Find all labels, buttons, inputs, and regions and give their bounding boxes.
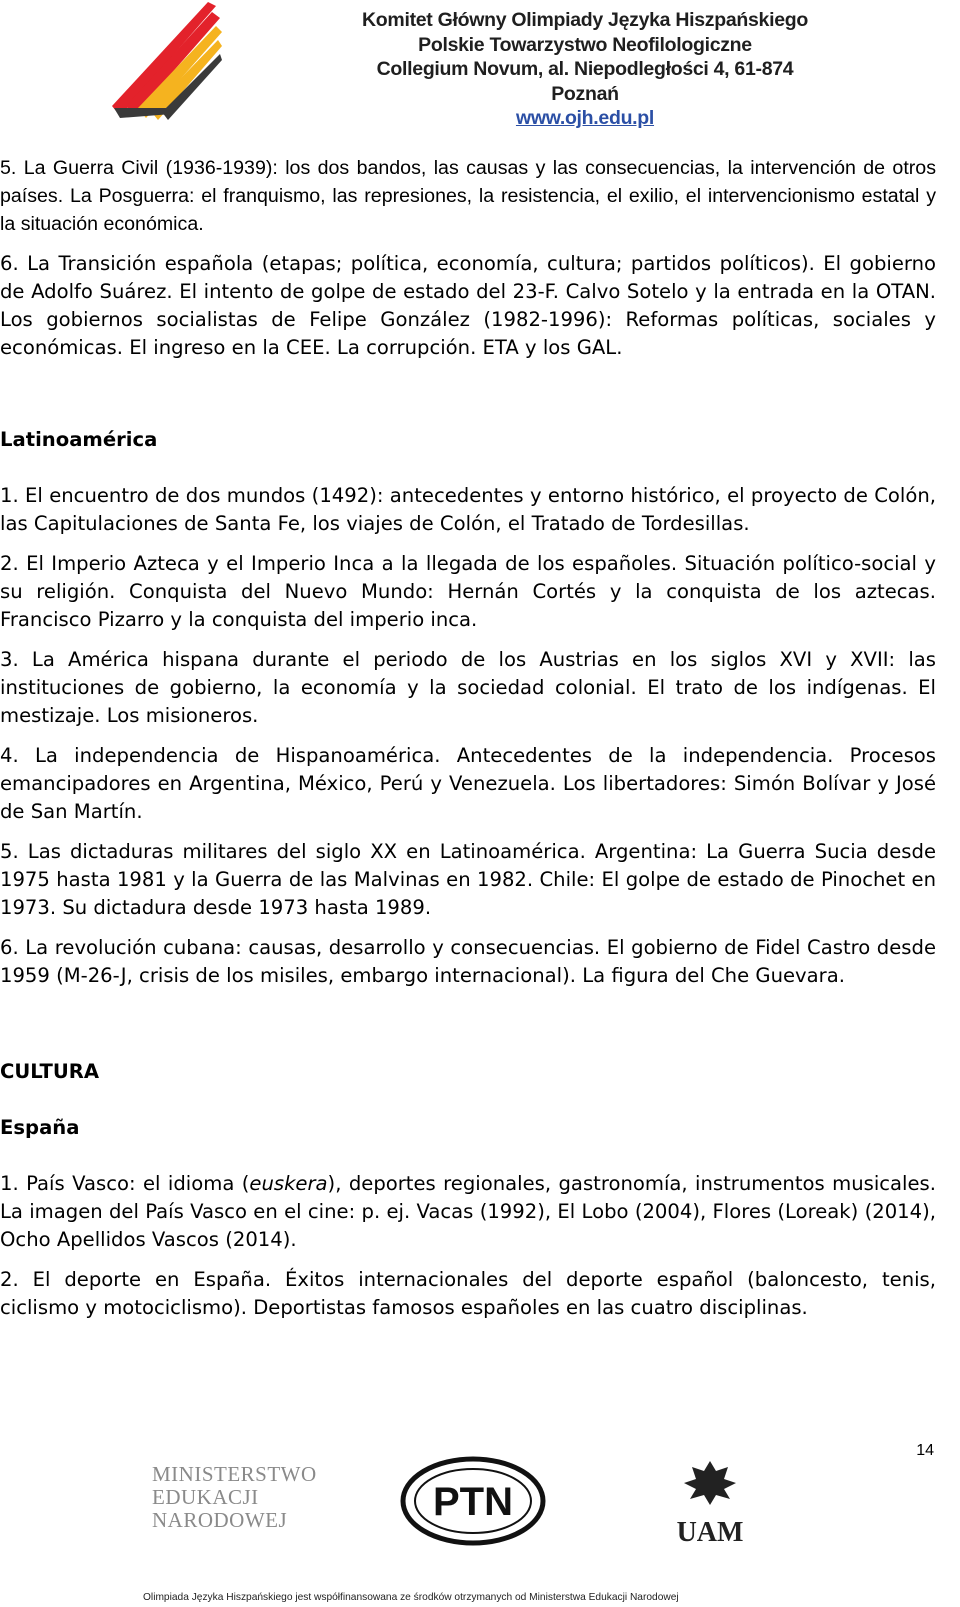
uam-logo-icon [672, 1457, 748, 1547]
ministry-line: MINISTERSTWO [152, 1462, 317, 1486]
list-item: 2. El deporte en España. Éxitos internacionales del deporte español (baloncesto, tenis, ciclismo y motociclismo). Deportistas famosos españoles en las cuatro disciplinas. [0, 1268, 936, 1319]
uam-logo-text: UAM [676, 1517, 744, 1547]
list-item: 5. Las dictaduras militares del siglo XX en Latinoamérica. Argentina: La Guerra Sucia desde 1975 hasta 1981 y la Guerra de las Malvinas en 1982. Chile: El golpe de estado de Pinochet en 1973. Su dictadura desde 1973 hasta 1989. [0, 840, 936, 919]
org-name: Komitet Główny Olimpiady Języka Hiszpańskiego [362, 9, 808, 31]
ptn-logo-text: PTN [433, 1480, 513, 1524]
list-item [0, 1170, 936, 1254]
item-text: 1. País Vasco: el idioma ( [0, 1172, 250, 1195]
org-society: Polskie Towarzystwo Neofilologiczne [418, 33, 752, 56]
section-heading-espana: España [0, 1116, 80, 1139]
website-link[interactable]: www.ojh.edu.pl [515, 107, 655, 129]
funding-note: Olimpiada Języka Hiszpańskiego jest współfinansowana ze środków otrzymanych od Ministerstwa Edukacji Narodowej [143, 1592, 679, 1603]
list-item: 5. La Guerra Civil (1936-1939): los dos bandos, las causas y las consecuencias, la intervención de otros países. La Posguerra: el franquismo, las represiones, la resistencia, el exilio, el intervencionismo estatal y la situación económica. [0, 157, 936, 235]
list-item: 4. La independencia de Hispanoamérica. Antecedentes de la independencia. Procesos emancipadores en Argentina, México, Perú y Venezuela. Los libertadores: Simón Bolívar y José de San Martín. [0, 744, 936, 823]
item-text: ), deportes regionales, gastronomía, instrumentos musicales. La imagen del País Vasco en el cine: p. ej. Vacas (1992), El Lobo (2004), Flores (Loreak) (2014), Ocho Apellidos Vascos (2014). [0, 1172, 936, 1251]
ministry-line: EDUKACJI [152, 1485, 259, 1509]
document-footer [0, 1455, 960, 1607]
document-body [0, 154, 936, 1322]
list-item: 1. El encuentro de dos mundos (1492): antecedentes y entorno histórico, el proyecto de Colón, las Capitulaciones de Santa Fe, los viajes de Colón, el Tratado de Tordesillas. [0, 484, 936, 535]
list-item: 2. El Imperio Azteca y el Imperio Inca a la llegada de los españoles. Situación político-social y su religión. Conquista del Nuevo Mundo: Hernán Cortés y la conquista de los aztecas. Francisco Pizarro y la conquista del imperio inca. [0, 552, 936, 631]
list-item: 3. La América hispana durante el periodo de los Austrias en los siglos XVI y XVII: las instituciones de gobierno, la economía y la sociedad colonial. El trato de los indígenas. El mestizaje. Los misioneros. [0, 648, 936, 727]
list-item: 6. La revolución cubana: causas, desarrollo y consecuencias. El gobierno de Fidel Castro desde 1959 (M-26-J, crisis de los misiles, embargo internacional). La figura del Che Guevara. [0, 936, 936, 987]
section-heading-cultura: CULTURA [0, 1060, 100, 1083]
document-header [0, 0, 960, 130]
item-text-italic: euskera [249, 1172, 328, 1195]
ptn-logo-icon [398, 1455, 548, 1547]
list-item: 6. La Transición española (etapas; política, economía, cultura; partidos políticos). El gobierno de Adolfo Suárez. El intento de golpe de estado del 23-F. Calvo Sotelo y la entrada en la OTAN. Los gobiernos socialistas de Felipe González (1982-1996): Reformas políticas, sociales y económicas. El ingreso en la CEE. La corrupción. ETA y los GAL. [0, 252, 936, 359]
section-heading-latinoamerica: Latinoamérica [0, 428, 158, 451]
olympiad-logo-icon [112, 2, 222, 122]
ministry-line: NARODOWEJ [152, 1508, 288, 1532]
page-number: 14 [916, 1442, 934, 1459]
org-address: Collegium Novum, al. Niepodległości 4, 61-874 Poznań [376, 58, 794, 105]
ministry-logo [152, 1463, 317, 1532]
organization-address [345, 8, 825, 131]
